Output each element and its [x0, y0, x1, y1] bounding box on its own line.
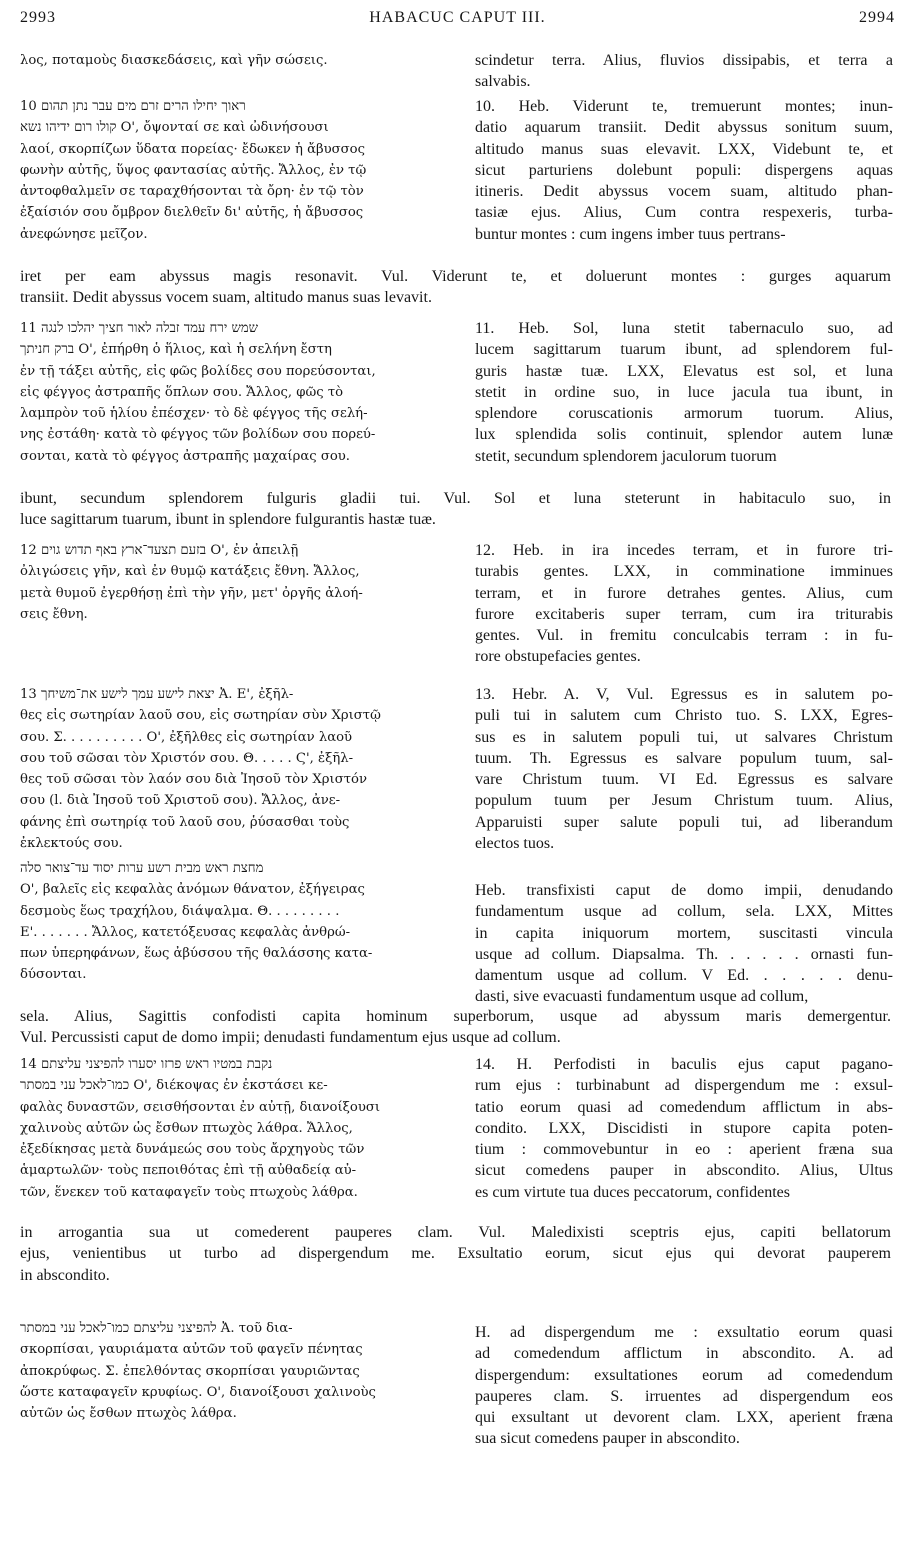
text-line: condito. LXX, Discidisti in stupore capita poten- — [475, 1119, 893, 1137]
text-line: δεσμοὺς ἕως τραχήλου, διάψαλμα. Θ. . . . . . . . . — [20, 903, 340, 919]
text-block-l0 — [20, 50, 458, 71]
text-line: datio aquarum transiit. Dedit abyssus sonitum suum, — [475, 119, 893, 137]
text-line: λαμπρὸν τοῦ ἡλίου ἐπέσχεν· τὸ δὲ φέγγος τῆς σελή- — [20, 406, 368, 422]
running-title: HABACUC CAPUT III. — [369, 9, 546, 26]
text-line: sela. Alius, Sagittis confodisti capita hominum superborum, usque ad abyssum maris demergentur. — [20, 1008, 891, 1025]
text-line: pauperes clam. S. irruentes ad dispergendum eos — [475, 1387, 893, 1405]
text-line: H. ad dispergendum me : exsultatio eorum quasi — [475, 1324, 893, 1341]
text-line: tuum. Th. Egressus es salvare populum tuum, sal- — [475, 749, 893, 767]
text-line: in abscondito. — [20, 1266, 110, 1284]
text-line: 10 ראוך יחילו הרים זרם מים עבר נתן תהום — [20, 99, 246, 114]
text-block-f11 — [20, 488, 891, 531]
text-line: 13. Hebr. A. V, Vul. Egressus es in salutem po- — [475, 686, 893, 703]
text-line: μετὰ θυμοῦ ἐγερθήσῃ ἐπὶ τὴν γῆν, μετ' ὀργῆς ἀλοή- — [20, 585, 363, 601]
text-block-r13b — [475, 880, 893, 1008]
text-line: αὐτῶν ὡς ἔσθων πτωχὸς λάθρα. — [20, 1406, 237, 1422]
text-line: φαλὰς δυναστῶν, σεισθήσονται ἐν αὐτῇ, διανοίξουσι — [20, 1099, 381, 1115]
text-block-l14b — [20, 1318, 458, 1424]
text-line: in arrogantia sua ut comederent pauperes clam. Vul. Maledixisti sceptris ejus, capiti bellatorum — [20, 1224, 891, 1241]
text-line: sua sicut comedens pauper in abscondito. — [475, 1430, 740, 1448]
text-line: itineris. Dedit abyssus vocem suam, altitudo phan- — [475, 183, 893, 201]
text-line: tasiæ ejus. Alius, Cum contra respexeris, turba- — [475, 204, 893, 222]
right-page-number: 2994 — [859, 9, 895, 26]
text-line: ὥστε καταφαγεῖν κρυφίως. Ο', διανοίξουσι χαλινοὺς — [20, 1384, 376, 1400]
text-line: lucem sagittarum tuarum ibunt, ad splendorem ful- — [475, 341, 893, 359]
text-line: νης ἐστάθη· κατὰ τὸ φέγγος τῶν βολίδων σου πορεύ- — [20, 427, 376, 443]
text-line: ἐξαίσιόν σου ὄμβρον διελθεῖν δι' αὐτῆς, ἡ ἄβυσσος — [20, 205, 364, 221]
text-line: ἁμαρτωλῶν· τοὺς πεποιθότας ἐπὶ τῇ αὐθαδείᾳ αὐ- — [20, 1163, 357, 1179]
text-line: σου. Σ. . . . . . . . . . Ο', ἐξῆλθες εἰς σωτηρίαν λαοῦ — [20, 729, 353, 745]
text-line: 13 יצאת לישע עמך לישע את־משיחך Ἀ. Ε', ἐξῆλ- — [20, 687, 294, 702]
text-block-r13 — [475, 684, 893, 854]
text-line: φωνὴν αὐτῆς, ὕψος φαντασίας αὐτῆς. Ἄλλος, ἐν τῷ — [20, 162, 367, 178]
text-block-l12 — [20, 540, 458, 625]
text-line: stetit, secundum splendorem jaculorum tuorum — [475, 447, 777, 465]
running-header — [20, 9, 895, 31]
text-line: tium : commovebuntur in eo : aperient fræna sua — [475, 1141, 893, 1159]
text-line: δύσονται. — [20, 967, 87, 983]
text-line: transiit. Dedit abyssus vocem suam, altitudo manus suas levavit. — [20, 289, 432, 307]
text-line: rore obstupefacies gentes. — [475, 648, 641, 666]
text-line: in capita iniquorum mortem, suscitasti vincula — [475, 924, 893, 942]
text-line: usque ad collum. Diapsalma. Th. . . . . . ornasti fun- — [475, 945, 893, 963]
text-block-l11 — [20, 318, 458, 467]
text-block-r11 — [475, 318, 893, 467]
text-line: 11. Heb. Sol, luna stetit tabernaculo suo, ad — [475, 320, 893, 337]
text-line: es cum virtute tua duces peccatorum, confidentes — [475, 1183, 790, 1201]
text-line: ejus, venientibus ut turbo ad dispergendum me. Exsultatio eorum, sicut ejus qui devorat pauperem — [20, 1245, 891, 1263]
text-line: ἀποκρύφως. Σ. ἐπελθόντας σκορπίσαι γαυριῶντας — [20, 1363, 360, 1379]
text-line: λαοί, σκορπίζων ὕδατα πορείας· ἔδωκεν ἡ ἄβυσσος — [20, 141, 365, 157]
text-line: dispergendum: exsultationes eorum ad comedendum — [475, 1366, 893, 1384]
text-line: rum ejus : turbinabunt ad dispergendum me : exsul- — [475, 1077, 893, 1095]
text-block-r12 — [475, 540, 893, 668]
text-line: τῶν, ἕνεκεν τοῦ καταφαγεῖν τοὺς πτωχοὺς λάθρα. — [20, 1184, 358, 1200]
text-line: ὀλιγώσεις γῆν, καὶ ἐν θυμῷ κατάξεις ἔθνη. Ἄλλος, — [20, 564, 360, 580]
text-line: scindetur terra. Alius, fluvios dissipabis, et terra a — [475, 52, 893, 69]
text-block-r10 — [475, 96, 893, 245]
text-line: qui exsultant ut devorent clam. LXX, aperient fræna — [475, 1409, 893, 1427]
text-block-f13 — [20, 1006, 891, 1049]
text-line: terram, et in furore detrahes gentes. Alius, cum — [475, 584, 893, 602]
text-block-l13 — [20, 684, 458, 854]
text-line: σεις ἔθνη. — [20, 606, 88, 622]
text-line: ἐκλεκτούς σου. — [20, 836, 123, 852]
text-block-l13b — [20, 858, 458, 986]
text-line: stetit in ordine suo, in luce jacula tua ibunt, in — [475, 383, 893, 401]
text-line: קולו רום ידיהו נשא Ο', ὄψονταί σε καὶ ὠδινήσουσι — [20, 120, 329, 136]
text-line: πων ὑπερηφάνων, ἕως ἀβύσσου τῆς θαλάσσης κατα- — [20, 946, 373, 962]
text-line: splendore coruscationis armorum tuorum. Alius, — [475, 405, 893, 423]
text-line: σκορπίσαι, γαυριάματα αὐτῶν τοῦ φαγεῖν πένητας — [20, 1342, 363, 1358]
text-line: buntur montes : cum ingens imber tuus pertrans- — [475, 225, 786, 243]
text-line: turabis gentes. LXX, in comminatione imminues — [475, 563, 893, 581]
text-line: 12 בזעם תצעד־ארץ באף תדוש גוים Ο', ἐν ἀπειλῇ — [20, 543, 299, 558]
text-line: dasti, sive evacuasti fundamentum usque ad collum, — [475, 988, 809, 1006]
text-line: furore excitaberis super terram, cum ira triturabis — [475, 605, 893, 623]
text-line: φάνης ἐπὶ σωτηρίᾳ τοῦ λαοῦ σου, ῥύσασθαι τοὺς — [20, 814, 350, 830]
text-line: 14 נקבת במטיו ראש פרזו יסערו להפיצני עליצתם — [20, 1057, 273, 1072]
text-line: lux splendida solis continuit, splendor autem lunæ — [475, 426, 893, 444]
text-line: Ε'. . . . . . . Ἄλλος, κατετόξευσας κεφαλὰς ἀνθρώ- — [20, 924, 351, 940]
text-line: populum tuum per Jesum Christum tuum. Alius, — [475, 792, 893, 810]
text-line: altitudo manus suas elevavit. LXX, Videbunt te, et — [475, 140, 893, 158]
text-line: Apparuisti super salute populi tui, ad liberandum — [475, 813, 893, 831]
text-line: gentes. Vul. in fremitu conculcabis terram : in fu- — [475, 627, 893, 645]
text-line: sicut comedens pauper in abscondito. Alius, Ultus — [475, 1162, 893, 1180]
text-block-r0 — [475, 50, 893, 93]
text-line: Ο', βαλεῖς εἰς κεφαλὰς ἀνόμων θάνατον, ἐξήγειρας — [20, 882, 365, 898]
text-line: luce sagittarum tuarum, ibunt in splendore fulgurantis hastæ tuæ. — [20, 511, 436, 529]
text-line: σου (l. διὰ Ἰησοῦ τοῦ Χριστοῦ σου). Ἄλλος, ἀνε- — [20, 793, 341, 809]
text-line: כמו־לאכל עני במסתר Ο', διέκοψας ἐν ἐκστάσει κε- — [20, 1078, 328, 1094]
text-line: 10. Heb. Viderunt te, tremuerunt montes; inun- — [475, 98, 893, 115]
text-line: ἀνεφώνησε μεῖζον. — [20, 226, 148, 242]
text-line: ibunt, secundum splendorem fulguris gladii tui. Vul. Sol et luna steterunt in habitaculo suo, in — [20, 490, 891, 507]
text-line: להפיצני עליצתם כמו־לאכל עני במסתר Ἀ. τοῦ δια- — [20, 1321, 293, 1336]
text-line: sus es in salutem populi tui, ut salvares Christum — [475, 728, 893, 746]
text-line: Vul. Percussisti caput de domo impii; denudasti fundamentum ejus usque ad collum. — [20, 1029, 561, 1047]
text-block-f10 — [20, 266, 891, 309]
left-page-number: 2993 — [20, 9, 56, 26]
text-line: ἐξεδίκησας μετὰ δυνάμεώς σου τοὺς ἄρχηγοὺς τῶν — [20, 1142, 365, 1158]
text-line: fundamentum usque ad collum, sela. LXX, Mittes — [475, 903, 893, 921]
text-line: 12. Heb. in ira incedes terram, et in furore tri- — [475, 542, 893, 559]
text-line: tatio eorum quasi ad comedendum afflictum in abs- — [475, 1098, 893, 1116]
text-line: λος, ποταμοὺς διασκεδάσεις, καὶ γῆν σώσεις. — [20, 53, 328, 68]
text-line: ברק חניתך Ο', ἐπήρθη ὁ ἥλιος, καὶ ἡ σελήνη ἔστη — [20, 342, 332, 358]
text-line: salvabis. — [475, 73, 531, 91]
text-line: iret per eam abyssus magis resonavit. Vul. Viderunt te, et doluerunt montes : gurges aquarum — [20, 268, 891, 285]
text-line: 14. H. Perfodisti in baculis ejus caput pagano- — [475, 1056, 893, 1073]
text-line: Heb. transfixisti caput de domo impii, denudando — [475, 882, 893, 899]
text-line: σονται, κατὰ τὸ φέγγος ἀστραπῆς μαχαίρας σου. — [20, 448, 350, 464]
text-line: damentum usque ad collum. V Ed. . . . . . denu- — [475, 967, 893, 985]
text-line: ad comedendum afflictum in abscondito. A. ad — [475, 1345, 893, 1363]
text-line: sicut parturiens dolebunt populi: dispergens aquas — [475, 161, 893, 179]
text-line: θες τοῦ σῶσαι τὸν λαόν σου διὰ Ἰησοῦ τὸν Χριστόν — [20, 772, 367, 788]
text-line: εἰς φέγγος ἀστραπῆς ὅπλων σου. Ἄλλος, φῶς τὸ — [20, 384, 344, 400]
text-line: מחצת ראש מבית רשע ערות יסוד עד־צואר סלה — [20, 861, 264, 876]
text-block-r14 — [475, 1054, 893, 1203]
text-line: θες εἰς σωτηρίαν λαοῦ σου, εἰς σωτηρίαν σὺν Χριστῷ — [20, 708, 381, 724]
text-line: vare Christum tuum. VI Ed. Egressus es salvare — [475, 771, 893, 789]
text-block-r14b — [475, 1322, 893, 1450]
text-block-f14 — [20, 1222, 891, 1286]
text-block-l14 — [20, 1054, 458, 1203]
text-line: 11 שמש ירח עמד זבלה לאור חציך יהלכו לנגה — [20, 321, 258, 336]
text-block-l10 — [20, 96, 458, 245]
text-line: χαλινοὺς αὐτῶν ὡς ἔσθων πτωχὸς λάθρα. Ἄλλος, — [20, 1120, 353, 1136]
text-line: electos tuos. — [475, 835, 555, 853]
text-line: σου τοῦ σῶσαι τὸν Χριστόν σου. Θ. . . . . Ϛ', ἐξῆλ- — [20, 750, 354, 766]
text-line: ἐν τῇ τάξει αὐτῆς, εἰς φῶς βολίδες σου πορεύσονται, — [20, 363, 376, 379]
text-line: ἀντοφθαλμεῖν σε ταραχθήσονται τὰ ὄρη· ἐν τῷ τὸν — [20, 184, 364, 200]
text-line: puli tui in salutem cum Christo tuo. S. LXX, Egres- — [475, 707, 893, 725]
text-line: guris hastæ tuæ. LXX, Elevatus est sol, et luna — [475, 362, 893, 380]
